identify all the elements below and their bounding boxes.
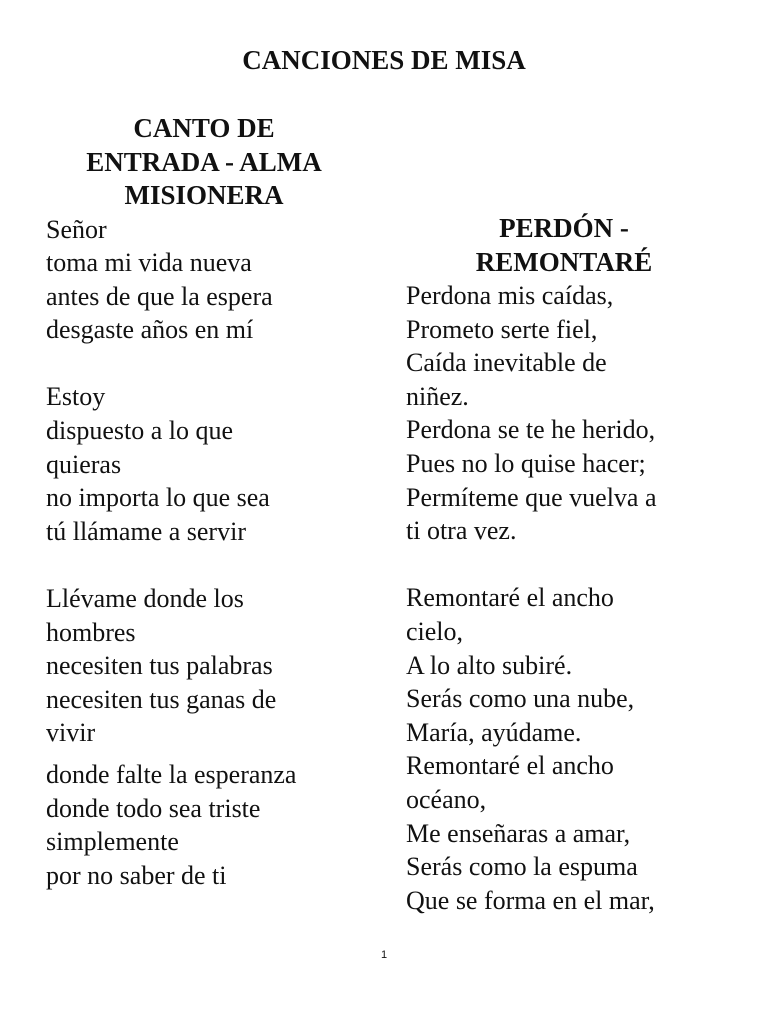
left-song-title-line: ENTRADA - ALMA [86, 146, 322, 177]
lyric-line: Llévame donde los [46, 584, 244, 614]
lyric-line: necesiten tus ganas de [46, 684, 277, 714]
left-song-title-line: MISIONERA [124, 180, 284, 210]
lyric-line: Prometo serte fiel, [406, 314, 598, 344]
lyric-line: tú llámame a servir [46, 516, 246, 546]
stanza-spacer [46, 750, 376, 758]
lyric-line: Perdona se te he herido, [406, 415, 656, 445]
left-stanza-3 [46, 582, 376, 750]
lyric-line: A lo alto subiré. [406, 650, 573, 680]
lyric-line: donde todo sea triste [46, 793, 261, 823]
left-stanza-2 [46, 380, 376, 548]
lyric-line: Permíteme que vuelva a [406, 482, 657, 512]
stanza-spacer [46, 548, 376, 582]
left-stanza-4 [46, 758, 376, 892]
document-title: CANCIONES DE MISA [242, 45, 526, 75]
lyric-line: Serás como la espuma [406, 852, 638, 882]
right-song-title [406, 212, 722, 279]
left-song-title-line: CANTO DE [133, 113, 275, 143]
lyric-line: necesiten tus palabras [46, 651, 273, 681]
lyric-line: Pues no lo quise hacer; [406, 448, 646, 478]
lyric-line: Que se forma en el mar, [406, 885, 655, 915]
right-song-title-line: REMONTARÉ [475, 246, 653, 277]
stanza-spacer [46, 347, 376, 381]
lyric-line: simplemente [46, 827, 179, 857]
stanza-spacer [406, 548, 736, 582]
left-stanza-1 [46, 213, 376, 347]
right-stanza-1 [406, 279, 736, 548]
lyric-line: vivir [46, 718, 96, 748]
left-song-title [46, 112, 362, 213]
lyric-line: Remontaré el ancho [406, 583, 614, 613]
right-stanza-2 [406, 581, 736, 917]
lyric-line: Perdona mis caídas, [406, 281, 614, 310]
lyric-line: antes de que la espera [46, 281, 273, 311]
lyric-line: dispuesto a lo que [46, 416, 234, 446]
lyric-line: Caída inevitable de [406, 348, 607, 378]
lyric-line: niñez. [406, 381, 469, 411]
lyric-line: Me enseñaras a amar, [406, 818, 631, 848]
lyric-line: donde falte la esperanza [46, 760, 297, 789]
lyric-line: hombres [46, 617, 136, 647]
lyric-line: océano, [406, 784, 487, 814]
right-song-column [406, 212, 736, 917]
lyric-line: Serás como una nube, [406, 684, 635, 714]
lyric-line: quieras [46, 449, 122, 479]
lyric-line: Señor [46, 214, 107, 244]
lyric-line: Estoy [46, 382, 106, 412]
lyric-line: ti otra vez. [406, 516, 517, 546]
lyric-line: Remontaré el ancho [406, 751, 614, 781]
lyric-line: no importa lo que sea [46, 483, 270, 513]
lyric-line: desgaste años en mí [46, 315, 254, 345]
left-song-column [46, 112, 376, 892]
right-song-title-line: PERDÓN - [499, 213, 629, 243]
lyric-line: toma mi vida nueva [46, 248, 252, 278]
lyric-line: cielo, [406, 616, 464, 646]
lyric-line: por no saber de ti [46, 860, 227, 890]
page-number: 1 [380, 949, 388, 961]
lyric-line: María, ayúdame. [406, 717, 582, 747]
